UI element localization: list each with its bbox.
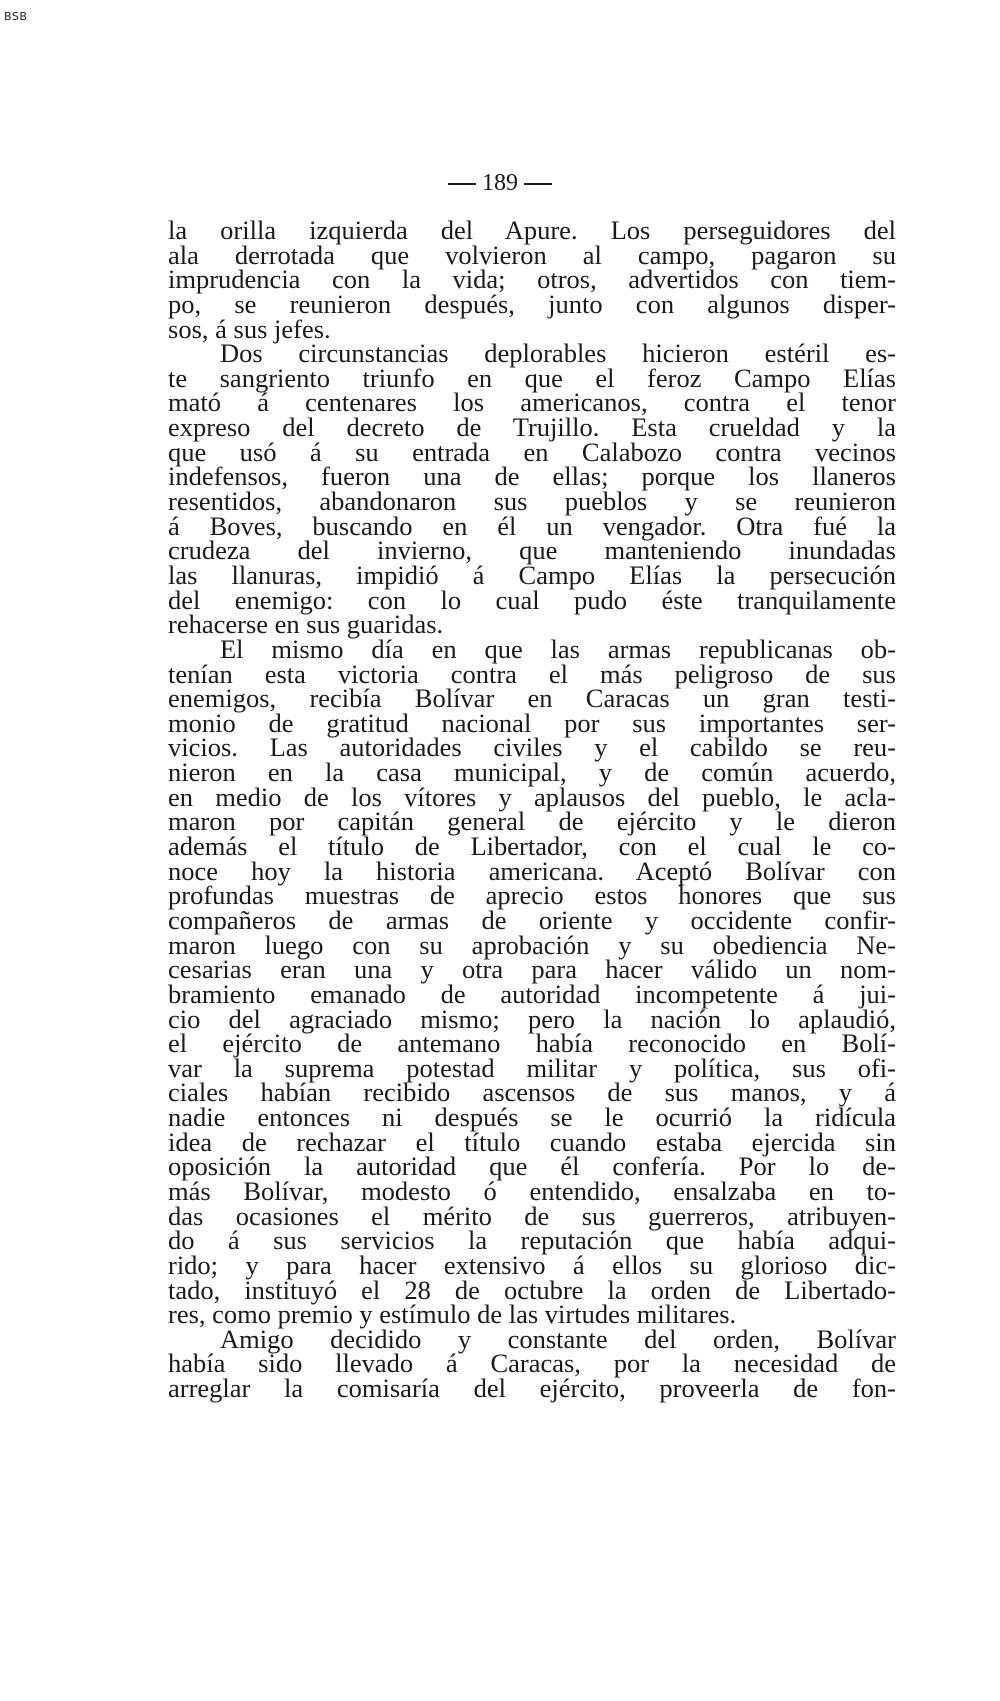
text-line: rido; y para hacer extensivo á ellos su glorioso dic- xyxy=(168,1249,896,1280)
body-text xyxy=(168,215,896,1404)
text-line: profundas muestras de aprecio estos honores que sus xyxy=(168,880,896,911)
text-line: ala derrotada que volvieron al campo, pagaron su xyxy=(168,239,896,270)
text-line: tado, instituyó el 28 de octubre la orden de Libertado- xyxy=(168,1274,896,1305)
text-line: po, se reunieron después, junto con algunos disper- xyxy=(168,288,896,319)
text-line: que usó á su entrada en Calabozo contra vecinos xyxy=(168,436,896,467)
text-line: maron luego con su aprobación y su obediencia Ne- xyxy=(168,929,896,960)
text-line: monio de gratitud nacional por sus importantes ser- xyxy=(168,707,896,738)
text-line: cesarias eran una y otra para hacer válido un nom- xyxy=(168,954,896,985)
text-line: el ejército de antemano había reconocido en Bolí- xyxy=(168,1028,896,1059)
text-line: enemigos, recibía Bolívar en Caracas un gran testi- xyxy=(168,683,896,714)
text-line: rehacerse en sus guaridas. xyxy=(168,609,444,640)
text-line: más Bolívar, modesto ó entendido, ensalzaba en to- xyxy=(168,1175,896,1206)
text-line: en medio de los vítores y aplausos del pueblo, le acla- xyxy=(168,781,896,812)
text-line: vicios. Las autoridades civiles y el cabildo se reu- xyxy=(168,732,896,763)
text-line: do á sus servicios la reputación que había adqui- xyxy=(168,1225,896,1256)
text-line: las llanuras, impidió á Campo Elías la persecución xyxy=(168,559,896,590)
text-line: sos, á sus jefes. xyxy=(168,313,331,344)
text-line: imprudencia con la vida; otros, advertidos con tiem- xyxy=(168,264,896,295)
library-mark: BSB xyxy=(4,10,28,23)
page-number: 189 xyxy=(482,170,518,196)
text-line: había sido llevado á Caracas, por la necesidad de xyxy=(168,1348,896,1379)
text-line: Amigo decidido y constante del orden, Bolívar xyxy=(220,1323,896,1354)
text-line: idea de rechazar el título cuando estaba ejercida sin xyxy=(168,1126,896,1157)
text-line: arreglar la comisaría del ejército, proveerla de fon- xyxy=(168,1373,896,1404)
text-line: te sangriento triunfo en que el feroz Campo Elías xyxy=(168,362,896,393)
text-line: expreso del decreto de Trujillo. Esta crueldad y la xyxy=(168,412,896,443)
text-line: la orilla izquierda del Apure. Los perseguidores del xyxy=(168,215,896,245)
text-line: crudeza del invierno, que manteniendo inundadas xyxy=(168,535,896,566)
text-line: á Boves, buscando en él un vengador. Otra fué la xyxy=(168,510,896,541)
page-number-header xyxy=(0,170,1000,197)
text-line: compañeros de armas de oriente y occidente confir- xyxy=(168,904,896,935)
text-line: tenían esta victoria contra el más peligroso de sus xyxy=(168,658,896,689)
text-line: oposición la autoridad que él confería. Por lo de- xyxy=(168,1151,896,1182)
text-line: var la suprema potestad militar y política, sus ofi- xyxy=(168,1052,896,1083)
header-dash-right xyxy=(524,183,552,185)
text-line: del enemigo: con lo cual pudo éste tranquilamente xyxy=(168,584,896,615)
text-line: resentidos, abandonaron sus pueblos y se reunieron xyxy=(168,486,896,517)
text-line: El mismo día en que las armas republicanas ob- xyxy=(220,633,896,664)
text-line: nadie entonces ni después se le ocurrió la ridícula xyxy=(168,1102,896,1133)
text-line: indefensos, fueron una de ellas; porque los llaneros xyxy=(168,461,896,492)
header-dash-left xyxy=(448,183,476,185)
text-line: bramiento emanado de autoridad incompetente á jui- xyxy=(168,978,896,1009)
text-line: además el título de Libertador, con el cual le co- xyxy=(168,831,896,862)
text-line: noce hoy la historia americana. Aceptó Bolívar con xyxy=(168,855,896,886)
text-line: Dos circunstancias deplorables hicieron estéril es- xyxy=(220,338,896,369)
text-line: ciales habían recibido ascensos de sus manos, y á xyxy=(168,1077,896,1108)
text-line: cio del agraciado mismo; pero la nación lo aplaudió, xyxy=(168,1003,896,1034)
text-line: nieron en la casa municipal, y de común acuerdo, xyxy=(168,757,896,788)
text-line: maron por capitán general de ejército y le dieron xyxy=(168,806,896,837)
text-line: res, como premio y estímulo de las virtudes militares. xyxy=(168,1299,737,1330)
text-line: mató á centenares los americanos, contra el tenor xyxy=(168,387,896,418)
text-line: das ocasiones el mérito de sus guerreros, atribuyen- xyxy=(168,1200,896,1231)
